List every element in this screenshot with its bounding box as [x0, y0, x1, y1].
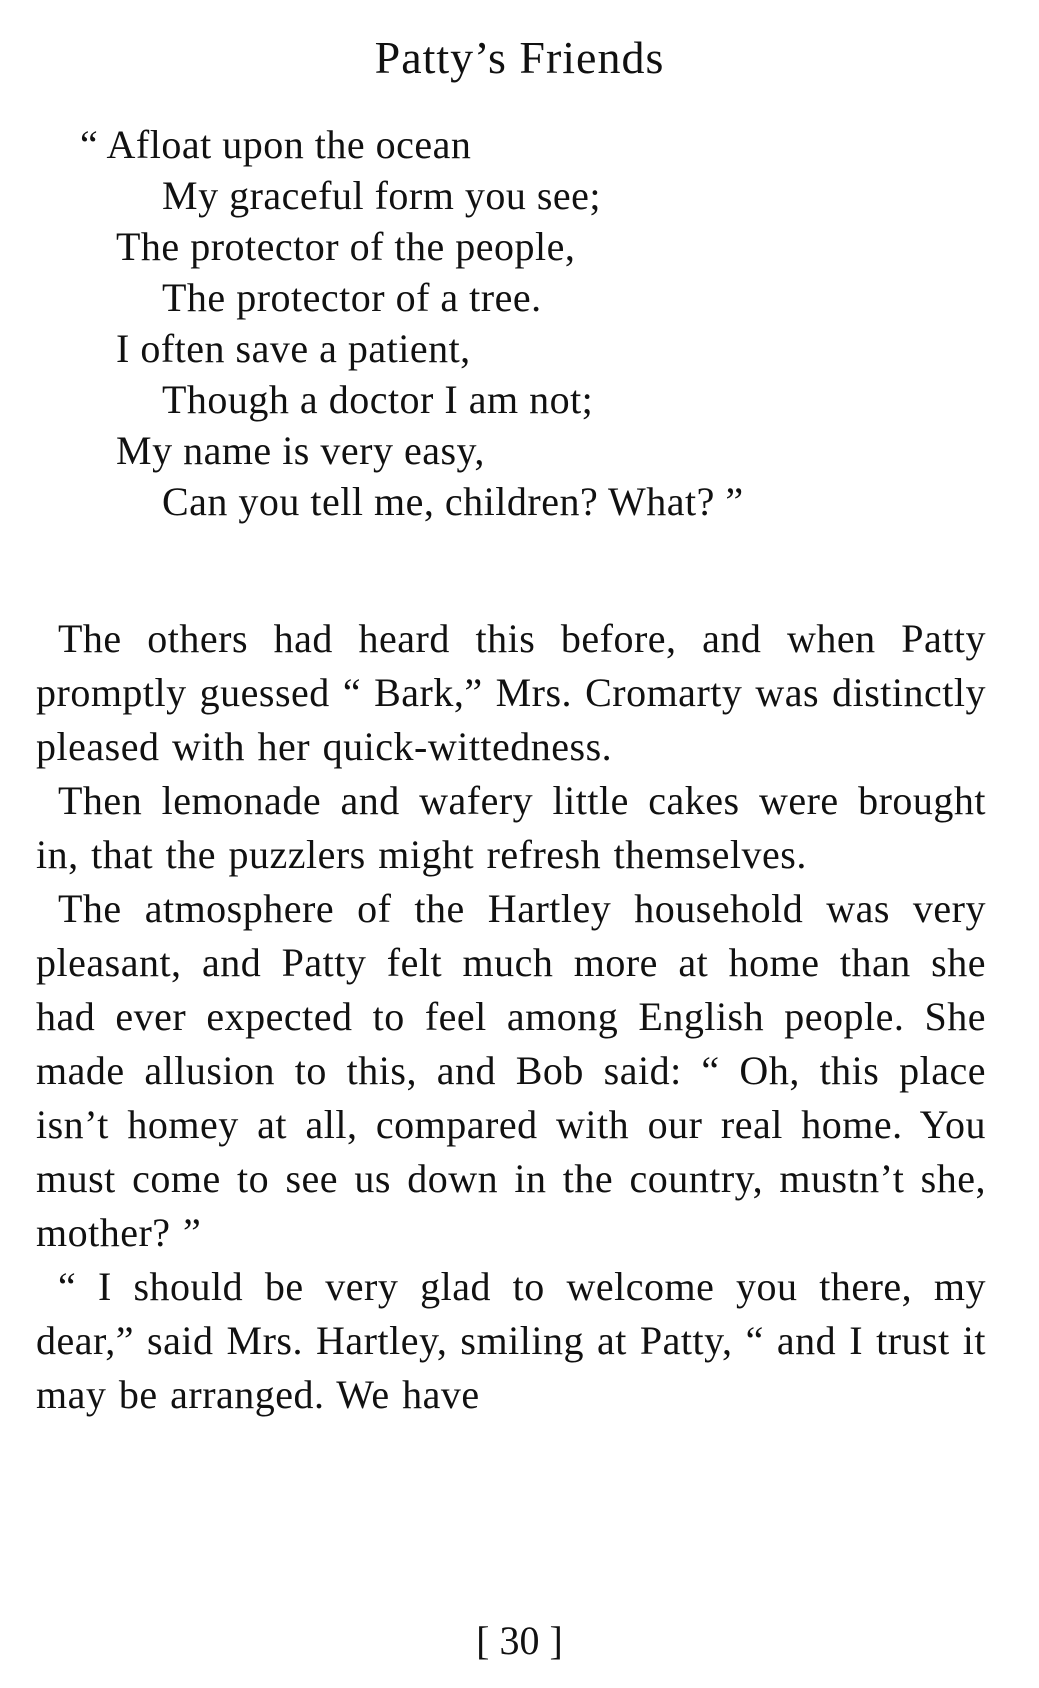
- verse-line: I often save a patient,: [116, 326, 471, 371]
- running-head: Patty’s Friends: [374, 32, 665, 83]
- page-number: [ 30 ]: [476, 1618, 563, 1663]
- prose-body: [36, 612, 986, 1422]
- verse-line: The protector of the people,: [116, 224, 576, 269]
- verse-line: My name is very easy,: [116, 428, 485, 473]
- paragraph: “ I should be very glad to welcome you there, my dear,” said Mrs. Hartley, smiling at Patty, “ and I trust it may be arranged. We have: [36, 1264, 986, 1417]
- verse-line: Can you tell me, children? What? ”: [162, 479, 744, 524]
- verse-line: Though a doctor I am not;: [162, 377, 594, 422]
- paragraph: The atmosphere of the Hartley household was very pleasant, and Patty felt much more at home than she had ever expected to feel among English people. She made allusion to this, and Bob said: “ Oh, this place isn’t homey at all, compared with our real home. You must come to see us down in the country, mustn’t she, mother? ”: [36, 886, 986, 1255]
- verse-line: “ Afloat upon the ocean: [80, 122, 472, 167]
- paragraph: The others had heard this before, and when Patty promptly guessed “ Bark,” Mrs. Cromarty was distinctly pleased with her quick-wittedness.: [36, 616, 986, 769]
- verse-line: The protector of a tree.: [162, 275, 542, 320]
- paragraph: Then lemonade and wafery little cakes were brought in, that the puzzlers might refresh themselves.: [36, 778, 986, 877]
- verse-line: My graceful form you see;: [162, 173, 602, 218]
